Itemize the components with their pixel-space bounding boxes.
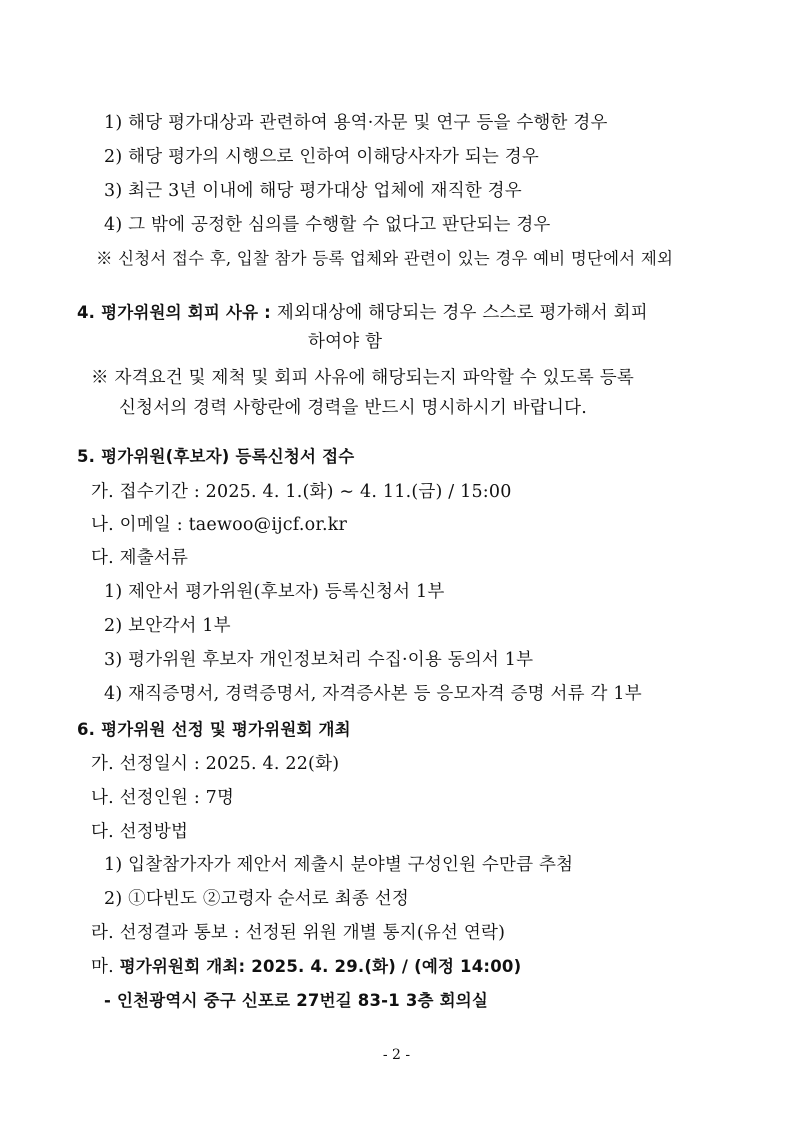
- section6-location: - 인천광역시 중구 신포로 27번길 83-1 3층 회의실: [104, 991, 489, 1010]
- section6-meeting-line: [91, 955, 521, 979]
- section5-heading: 5. 평가위원(후보자) 등록신청서 접수: [77, 447, 355, 466]
- section5-doc-4: 4) 재직증명서, 경력증명서, 자격증사본 등 응모자격 증명 서류 각 1부: [104, 684, 642, 704]
- exclusion-item-2: 2) 해당 평가의 시행으로 인하여 이해당사자가 되는 경우: [104, 147, 540, 167]
- section5-doc-1: 1) 제안서 평가위원(후보자) 등록신청서 1부: [104, 582, 445, 602]
- page-number: - 2 -: [382, 1047, 411, 1063]
- section5-docs-label: 다. 제출서류: [91, 548, 189, 568]
- section6-method-2: 2) ①다빈도 ②고령자 순서로 최종 선정: [104, 889, 409, 909]
- section6-method-label: 다. 선정방법: [91, 822, 189, 842]
- section6-method-1: 1) 입찰참가자가 제안서 제출시 분야별 구성인원 수만큼 추첨: [104, 855, 574, 875]
- section5-email: 나. 이메일 : taewoo@ijcf.or.kr: [91, 515, 348, 535]
- exclusion-item-3: 3) 최근 3년 이내에 해당 평가대상 업체에 재직한 경우: [104, 181, 522, 201]
- section4-text2: 하여야 함: [308, 332, 383, 352]
- exclusion-item-4: 4) 그 밖에 공정한 심의를 수행할 수 없다고 판단되는 경우: [104, 215, 551, 235]
- section4-note1: ※ 자격요건 및 제척 및 회피 사유에 해당되는지 파악할 수 있도록 등록: [91, 368, 634, 388]
- section6-meeting: 평가위원회 개최: 2025. 4. 29.(화) / (예정 14:00): [119, 957, 522, 976]
- exclusion-note: ※ 신청서 접수 후, 입찰 참가 등록 업체와 관련이 있는 경우 예비 명단에서 제외: [96, 249, 674, 268]
- section6-count: 나. 선정인원 : 7명: [91, 788, 235, 808]
- section5-period: 가. 접수기간 : 2025. 4. 1.(화) ∼ 4. 11.(금) / 15:00: [91, 482, 512, 502]
- section4-line: [77, 301, 648, 325]
- section5-doc-3: 3) 평가위원 후보자 개인정보처리 수집·이용 동의서 1부: [104, 650, 534, 670]
- section6-date: 가. 선정일시 : 2025. 4. 22(화): [91, 754, 340, 774]
- exclusion-item-1: 1) 해당 평가대상과 관련하여 용역·자문 및 연구 등을 수행한 경우: [104, 113, 608, 133]
- section4-note2: 신청서의 경력 사항란에 경력을 반드시 명시하시기 바랍니다.: [119, 398, 587, 418]
- section6-meeting-prefix: 마.: [91, 957, 120, 977]
- section6-heading: 6. 평가위원 선정 및 평가위원회 개최: [77, 720, 351, 739]
- section4-text1: 제외대상에 해당되는 경우 스스로 평가해서 회피: [276, 303, 648, 323]
- section4-heading: 4. 평가위원의 회피 사유: [77, 303, 259, 322]
- section6-notice: 라. 선정결과 통보 : 선정된 위원 개별 통지(유선 연락): [91, 923, 506, 943]
- section5-doc-2: 2) 보안각서 1부: [104, 616, 231, 636]
- section4-colon: :: [258, 303, 277, 322]
